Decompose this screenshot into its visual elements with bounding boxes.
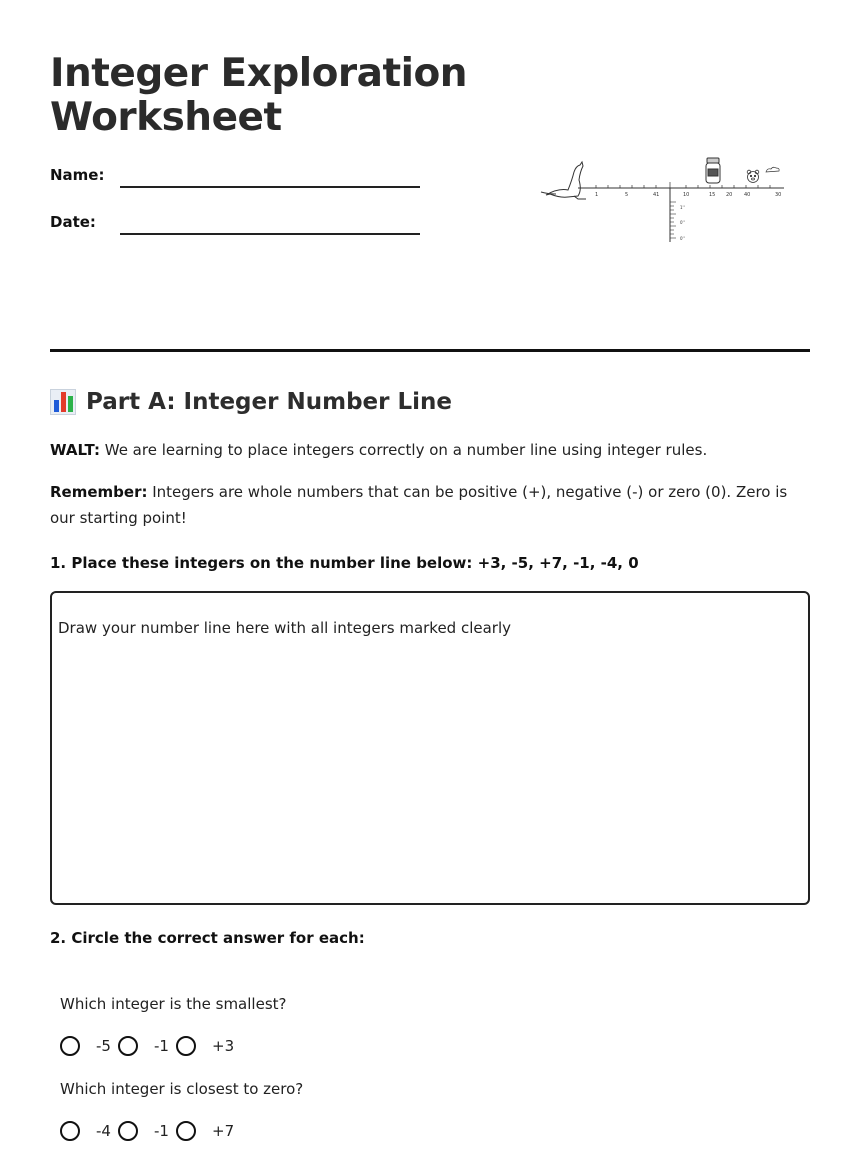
radio-circle[interactable] — [118, 1036, 138, 1056]
option-label: +7 — [212, 1122, 235, 1140]
name-input-line[interactable] — [120, 186, 420, 188]
tick-label: 41 — [653, 192, 660, 198]
option-radio[interactable] — [176, 1121, 234, 1141]
cloud-icon — [766, 167, 779, 172]
question-1: 1. Place these integers on the number line below: +3, -5, +7, -1, -4, 0 — [50, 554, 639, 572]
name-label: Name: — [50, 166, 105, 184]
tick-label: 10 — [683, 192, 690, 198]
scale-label: 0'' — [680, 236, 685, 241]
section-divider — [50, 349, 810, 352]
tick-label: 20 — [726, 192, 733, 198]
worksheet-title: Integer Exploration Worksheet — [50, 51, 468, 140]
walt-text: We are learning to place integers correctly on a number line using integer rules. — [99, 441, 708, 459]
bear-face-icon — [747, 170, 759, 182]
part-a-heading — [50, 389, 452, 415]
scale-label: 0'' — [680, 220, 685, 225]
subquestion-closest-zero: Which integer is closest to zero? — [60, 1080, 304, 1098]
number-line-illustration — [538, 150, 788, 250]
option-label: +3 — [212, 1037, 235, 1055]
jar-icon — [706, 158, 720, 183]
radio-circle[interactable] — [60, 1121, 80, 1141]
walt-statement — [50, 437, 790, 463]
number-line-drawing-area[interactable] — [50, 591, 810, 905]
radio-circle[interactable] — [118, 1121, 138, 1141]
option-label: -1 — [154, 1122, 169, 1140]
scale-label: 1'' — [680, 205, 685, 210]
part-a-title: Part A: Integer Number Line — [86, 389, 452, 415]
radio-circle[interactable] — [60, 1036, 80, 1056]
walt-label: WALT: — [50, 441, 100, 459]
option-label: -5 — [96, 1037, 111, 1055]
remember-text: Integers are whole numbers that can be positive (+), negative (-) or zero (0). Zero is our starting point! — [50, 483, 788, 527]
radio-circle[interactable] — [176, 1036, 196, 1056]
tick-label: 30 — [775, 192, 782, 198]
tick-label: 15 — [709, 192, 716, 198]
remember-statement — [50, 479, 790, 531]
kangaroo-icon — [541, 162, 586, 199]
options-closest-zero — [60, 1121, 234, 1141]
question-2: 2. Circle the correct answer for each: — [50, 929, 365, 947]
options-smallest — [60, 1036, 234, 1056]
option-radio[interactable] — [60, 1121, 118, 1141]
remember-label: Remember: — [50, 483, 148, 501]
bar-chart-icon — [50, 389, 76, 415]
tick-label: 40 — [744, 192, 751, 198]
option-radio[interactable] — [118, 1121, 176, 1141]
option-radio[interactable] — [118, 1036, 176, 1056]
option-radio[interactable] — [60, 1036, 118, 1056]
tick-label: 1 — [595, 192, 599, 198]
option-radio[interactable] — [176, 1036, 234, 1056]
date-input-line[interactable] — [120, 233, 420, 235]
subquestion-smallest: Which integer is the smallest? — [60, 995, 287, 1013]
date-label: Date: — [50, 213, 96, 231]
radio-circle[interactable] — [176, 1121, 196, 1141]
tick-label: 5 — [625, 192, 629, 198]
option-label: -1 — [154, 1037, 169, 1055]
drawing-area-hint: Draw your number line here with all integers marked clearly — [58, 619, 512, 637]
option-label: -4 — [96, 1122, 111, 1140]
